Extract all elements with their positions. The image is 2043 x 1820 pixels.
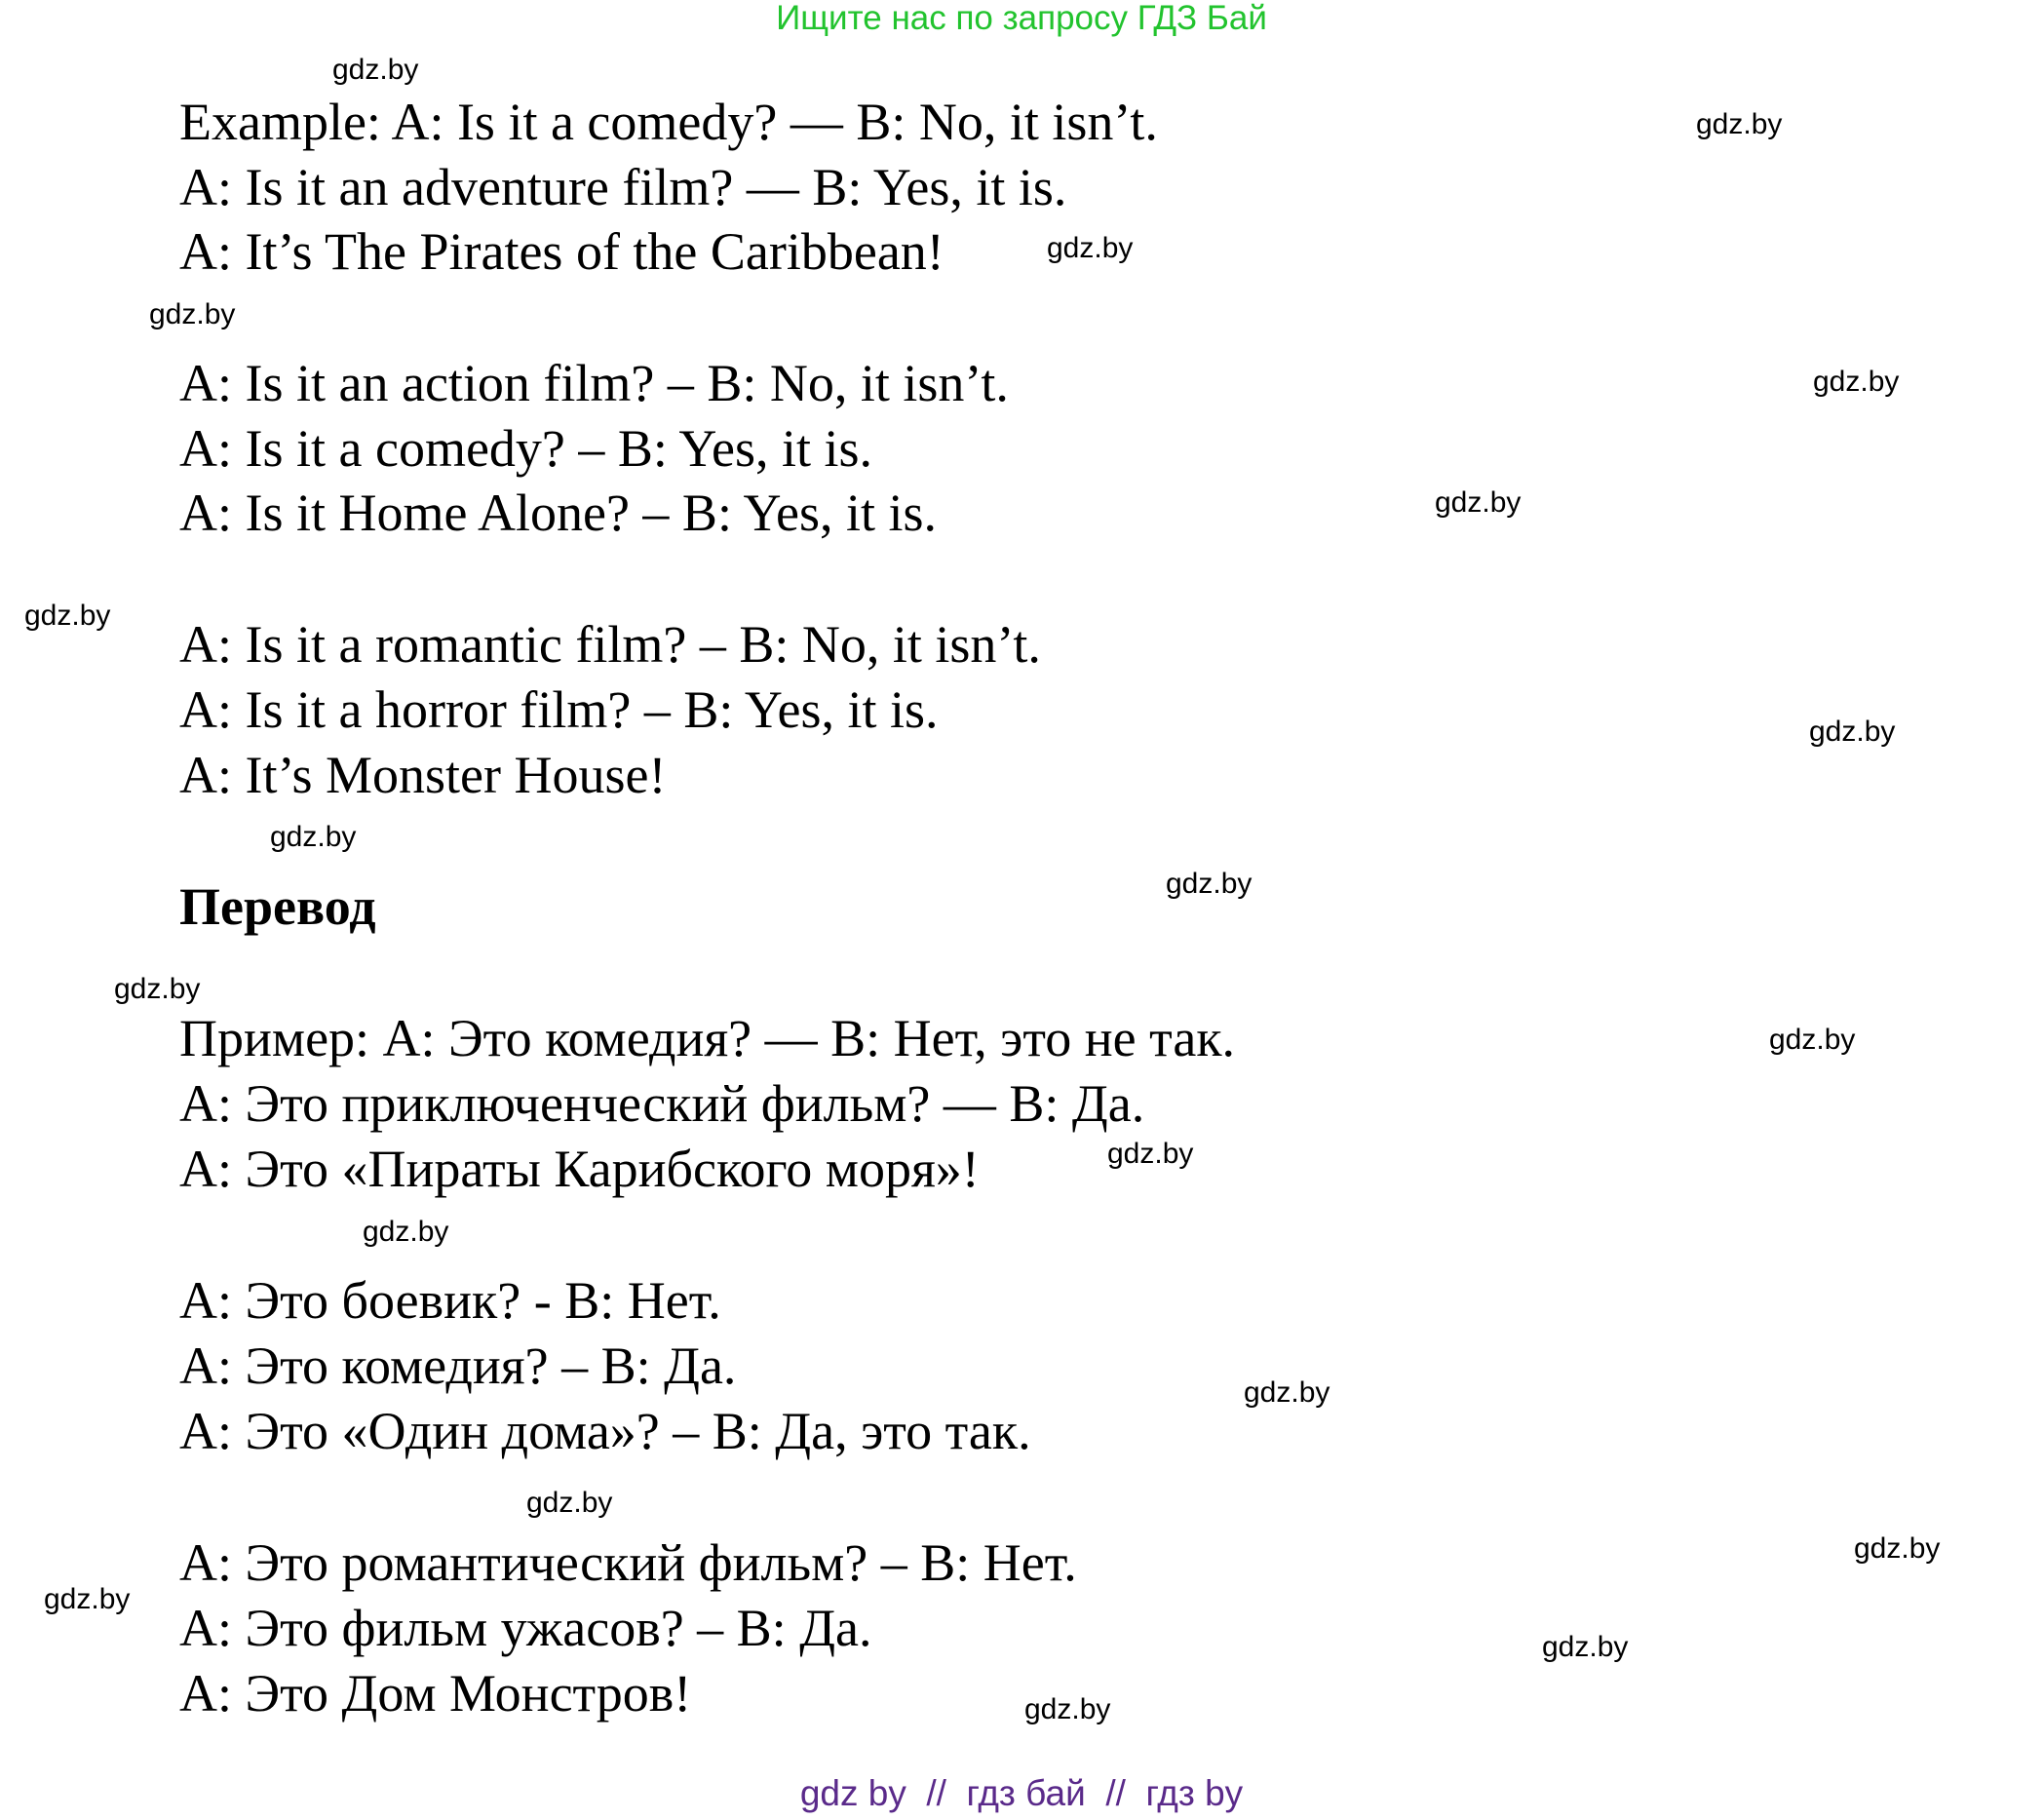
translation-line-6: А: Это «Один дома»? – В: Да, это так. [179,1402,1031,1460]
translation-line-5: А: Это комедия? – В: Да. [179,1336,737,1395]
watermark: gdz.by [1166,868,1253,900]
watermark: gdz.by [1047,232,1134,264]
translation-line-4: А: Это боевик? - В: Нет. [179,1271,721,1330]
watermark: gdz.by [363,1216,449,1248]
watermark: gdz.by [1435,486,1522,519]
watermark: gdz.by [1854,1532,1941,1565]
english-line-5: A: Is it a comedy? – B: Yes, it is. [179,419,872,478]
english-line-8: A: Is it a horror film? – B: Yes, it is. [179,680,939,739]
watermark: gdz.by [1024,1693,1111,1725]
english-line-4: A: Is it an action film? – B: No, it isn’t. [179,354,1009,412]
watermark: gdz.by [1769,1024,1856,1056]
watermark: gdz.by [114,973,201,1005]
watermark: gdz.by [332,54,419,86]
watermark: gdz.by [1809,716,1896,748]
watermark: gdz.by [1107,1138,1194,1170]
footer-links: gdz by // гдз бай // гдз by [799,1773,1244,1813]
watermark: gdz.by [526,1487,613,1519]
translation-line-3: А: Это «Пираты Карибского моря»! [179,1140,980,1198]
watermark: gdz.by [1696,108,1783,140]
english-line-9: A: It’s Monster House! [179,746,667,804]
promo-header: Ищите нас по запросу ГДЗ Бай [776,0,1267,37]
english-line-6: A: Is it Home Alone? – B: Yes, it is. [179,484,938,542]
translation-line-7: А: Это романтический фильм? – В: Нет. [179,1533,1077,1592]
watermark: gdz.by [1813,366,1900,398]
translation-line-8: А: Это фильм ужасов? – В: Да. [179,1599,872,1657]
watermark: gdz.by [270,821,357,853]
translation-heading: Перевод [179,877,376,936]
watermark: gdz.by [44,1583,131,1615]
watermark: gdz.by [149,298,236,330]
english-line-2: A: Is it an adventure film? — B: Yes, it is. [179,158,1067,216]
translation-line-1: Пример: А: Это комедия? — В: Нет, это не так. [179,1009,1236,1067]
watermark: gdz.by [1542,1631,1629,1663]
english-line-7: A: Is it a romantic film? – B: No, it isn’t. [179,615,1041,674]
translation-line-9: А: Это Дом Монстров! [179,1664,692,1723]
translation-line-2: А: Это приключенческий фильм? — В: Да. [179,1074,1145,1133]
watermark: gdz.by [24,600,111,632]
english-line-3: A: It’s The Pirates of the Caribbean! [179,222,944,281]
english-line-1: Example: A: Is it a comedy? — B: No, it isn’t. [179,93,1158,151]
watermark: gdz.by [1244,1376,1330,1409]
